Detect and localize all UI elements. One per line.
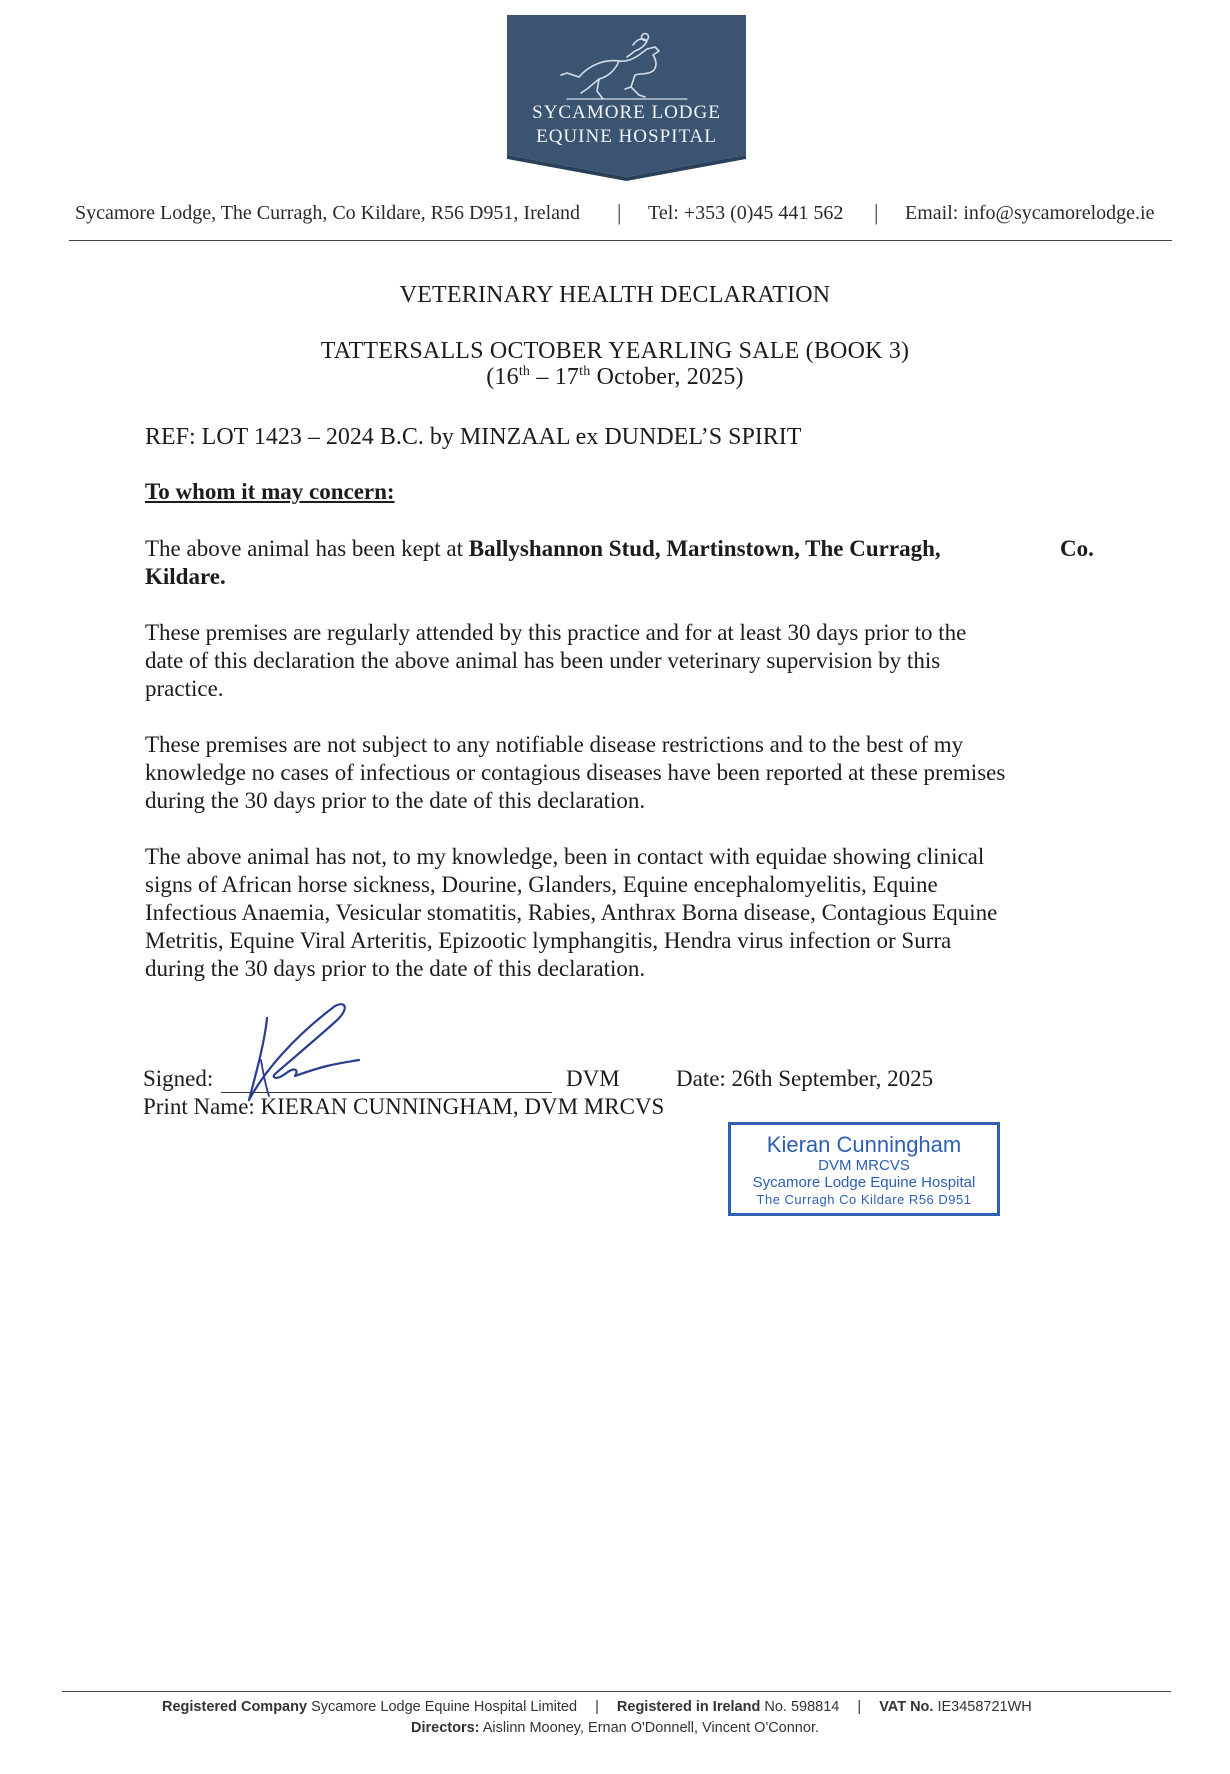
sale-title: TATTERSALLS OCTOBER YEARLING SALE (BOOK 3) [320, 338, 910, 364]
paragraph-premises-co: Co. [1060, 536, 1094, 561]
stamp-qualifications: DVM MRCVS [818, 1157, 910, 1174]
contact-tel: Tel: +353 (0)45 441 562 [648, 202, 844, 224]
practitioner-stamp [728, 1122, 1000, 1216]
signed-suffix: DVM [566, 1066, 620, 1091]
paragraph-diseases: The above animal has not, to my knowledge, been in contact with equidae showing clinical signs of African horse sickness, Dourine, Glanders, Equine encephalomyelitis, Equine Infectious Anaemia, Vesicular stomatitis, Rabies, Anthrax Borna disease, Contagious Equine Metritis, Equine Viral Arteritis, Epizootic lymphangitis, Hendra virus infection or Surra during the 30 days prior to the date of this declaration. [145, 844, 998, 981]
paragraph-supervision: These premises are regularly attended by this practice and for at least 30 days prior to the date of this declaration the above animal has been under veterinary supervision by this practice. [145, 620, 967, 701]
signed-label: Signed: [143, 1066, 214, 1091]
footer-registration: Registered Company Sycamore Lodge Equine Hospital Limited | Registered in Ireland No. 598814 | VAT No. IE3458721WH [162, 1699, 1032, 1715]
paragraph-premises-line1: The above animal has been kept at Ballyshannon Stud, Martinstown, The Curragh, [145, 536, 941, 561]
paragraph-premises-line2: Kildare. [145, 564, 226, 589]
lot-reference: REF: LOT 1423 – 2024 B.C. by MINZAAL ex DUNDEL’S SPIRIT [145, 424, 802, 450]
paragraph-restrictions: These premises are not subject to any notifiable disease restrictions and to the best of my knowledge no cases of infectious or contagious diseases have been reported at these premises during the 30 days prior to the date of this declaration. [145, 732, 1006, 813]
header-divider [69, 240, 1172, 241]
hospital-logo [507, 15, 746, 182]
stamp-practice: Sycamore Lodge Equine Hospital [752, 1174, 976, 1191]
handwritten-signature [235, 1000, 375, 1110]
contact-email[interactable]: Email: info@sycamorelodge.ie [905, 202, 1155, 224]
print-name: Print Name: KIERAN CUNNINGHAM, DVM MRCVS [143, 1094, 665, 1119]
sale-dates: (16th – 17th October, 2025) [486, 364, 744, 390]
stamp-name: Kieran Cunningham [766, 1132, 962, 1157]
stamp-address: The Curragh Co Kildare R56 D951 [756, 1192, 972, 1207]
contact-separator: | [617, 200, 622, 225]
salutation: To whom it may concern: [145, 479, 395, 504]
footer-directors: Directors: Aislinn Mooney, Ernan O'Donnell, Vincent O'Connor. [411, 1720, 819, 1736]
declaration-date: Date: 26th September, 2025 [676, 1066, 934, 1091]
logo-line2: EQUINE HOSPITAL [536, 126, 717, 147]
logo-line1: SYCAMORE LODGE [532, 102, 721, 123]
contact-address: Sycamore Lodge, The Curragh, Co Kildare, R56 D951, Ireland [75, 202, 581, 224]
footer-divider [62, 1691, 1171, 1692]
contact-separator: | [874, 200, 879, 225]
document-title: VETERINARY HEALTH DECLARATION [399, 282, 831, 308]
